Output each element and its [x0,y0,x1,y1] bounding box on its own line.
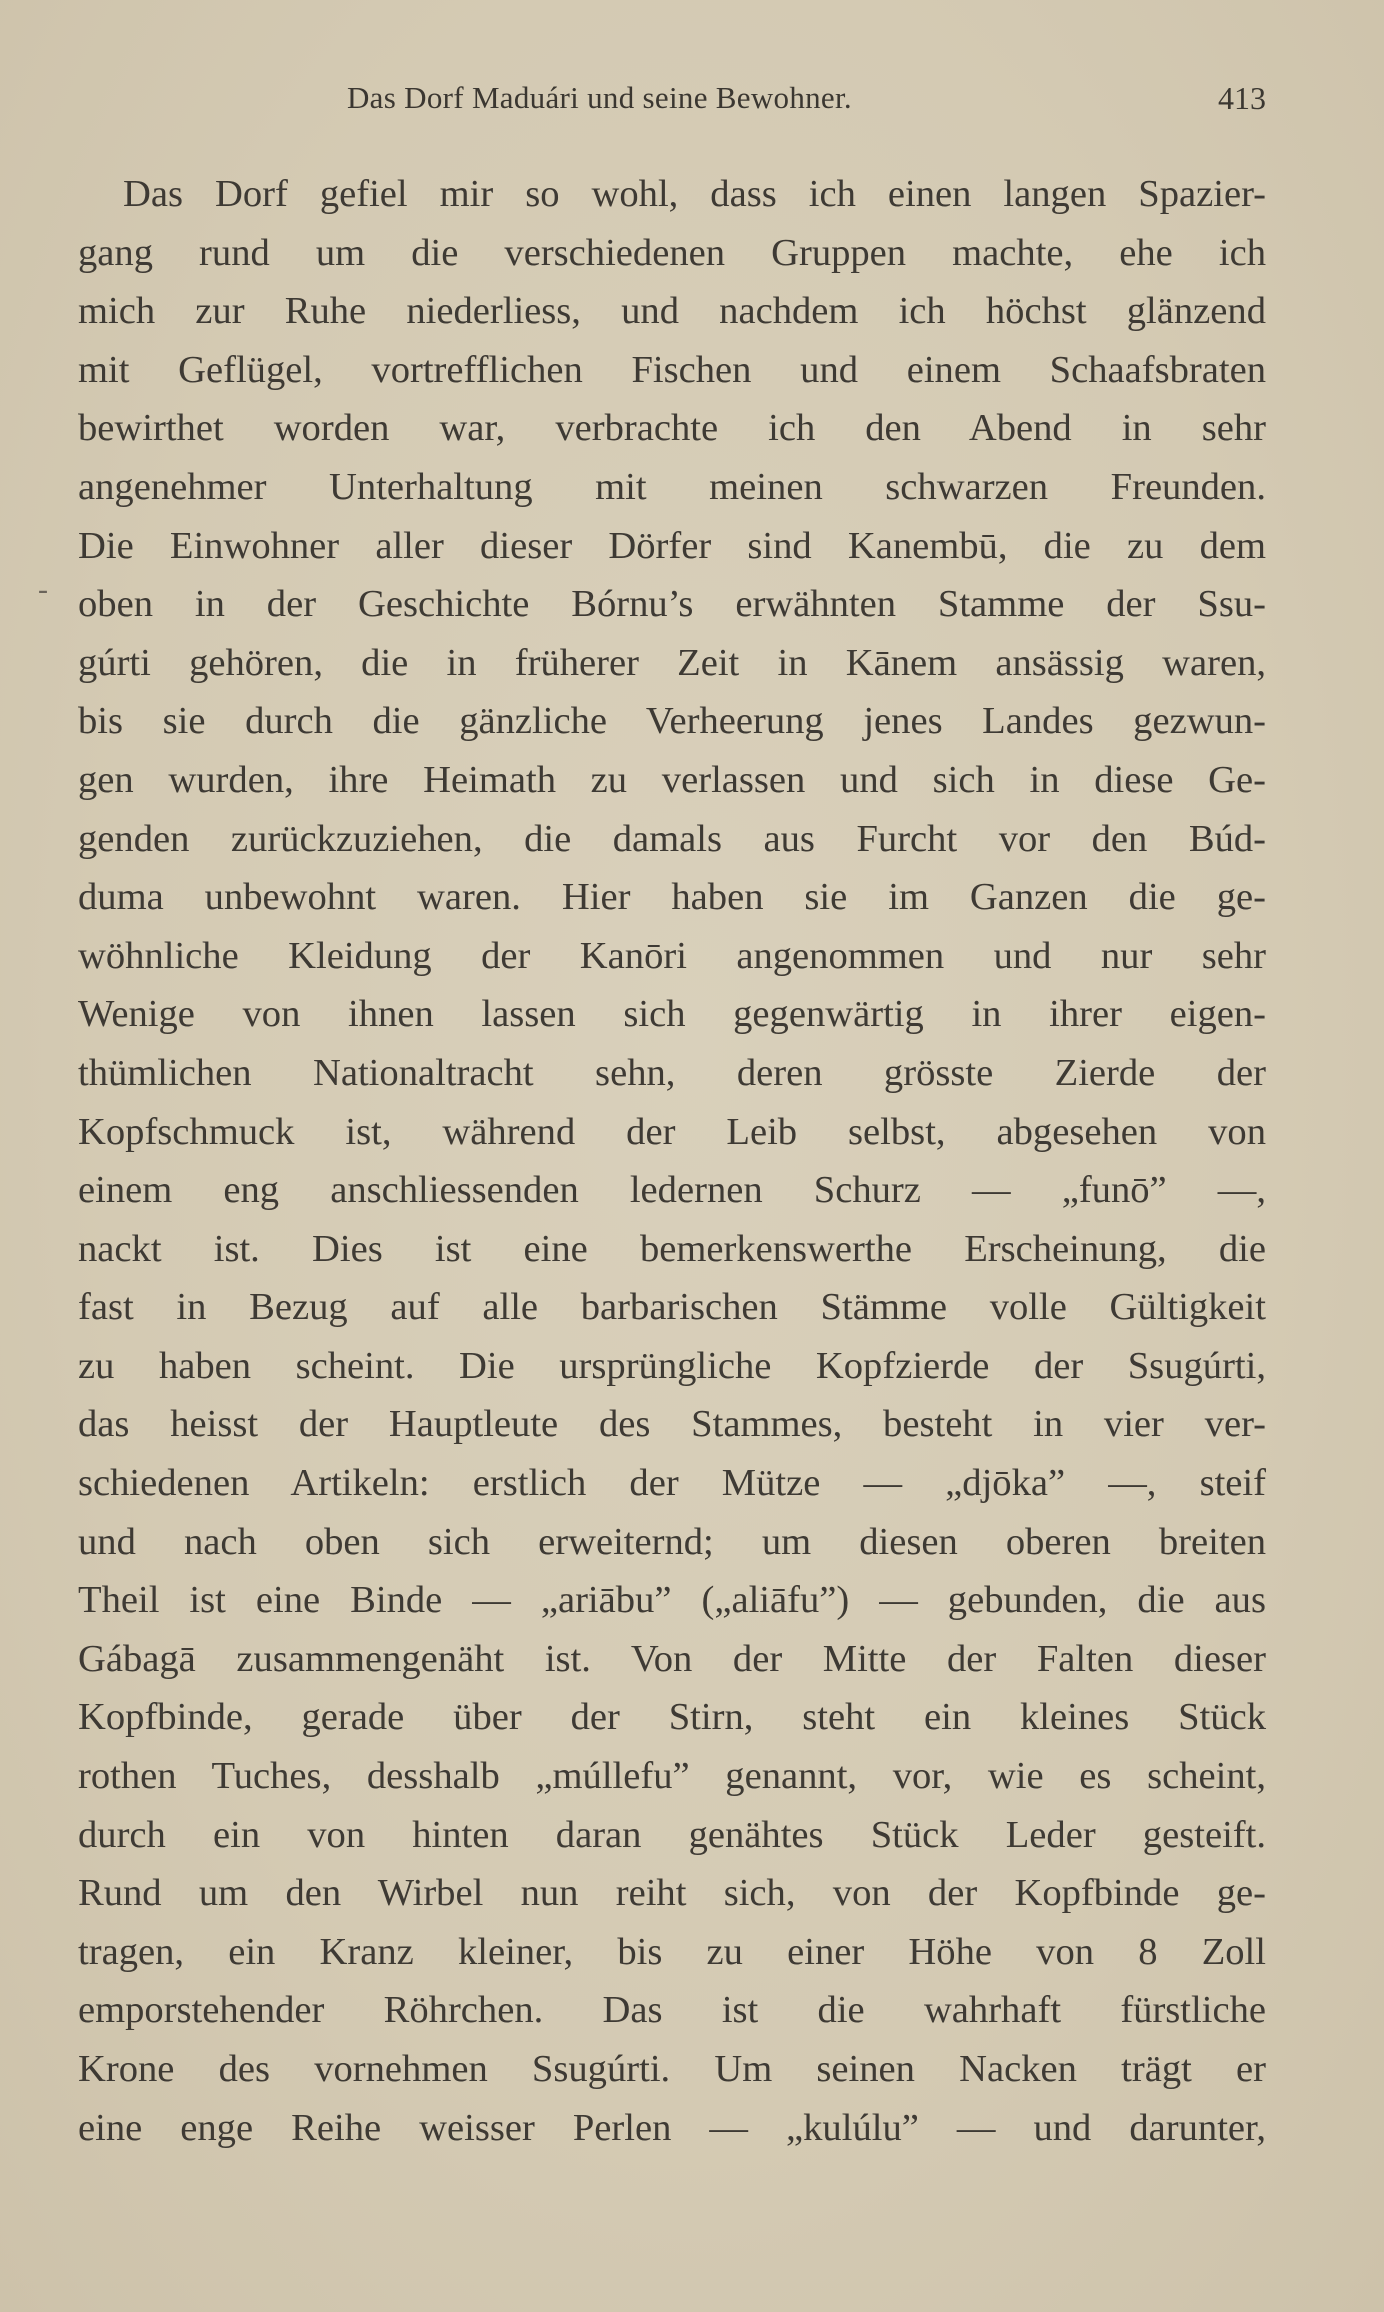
text-line: fast in Bezug auf alle barbarischen Stämme volle Gültigkeit [78,1286,1266,1329]
text-line: eine enge Reihe weisser Perlen — „kulúlu” — und darunter, [78,2106,1266,2149]
text-line: thümlichen Nationaltracht sehn, deren grösste Zierde der [78,1051,1266,1094]
text-line: zu haben scheint. Die ursprüngliche Kopfzierde der Ssugúrti, [78,1344,1266,1387]
text-line: duma unbewohnt waren. Hier haben sie im Ganzen die ge- [78,876,1266,919]
text-line: bis sie durch die gänzliche Verheerung jenes Landes gezwun- [78,700,1266,743]
text-line: gúrti gehören, die in früherer Zeit in Kānem ansässig waren, [78,641,1266,684]
body-text [78,165,1266,2157]
text-line: bewirthet worden war, verbrachte ich den Abend in sehr [78,407,1266,450]
text-line: Das Dorf gefiel mir so wohl, dass ich einen langen Spazier- [123,173,1266,215]
text-line: durch ein von hinten daran genähtes Stück Leder gesteift. [78,1813,1266,1856]
text-line: einem eng anschliessenden ledernen Schurz — „funō” —, [78,1169,1266,1212]
page-header [60,80,1266,130]
text-line: Die Einwohner aller dieser Dörfer sind Kanembū, die zu dem [78,524,1266,567]
text-line: das heisst der Hauptleute des Stammes, besteht in vier ver- [78,1403,1266,1446]
text-line: Wenige von ihnen lassen sich gegenwärtig in ihrer eigen- [78,993,1266,1036]
text-line: schiedenen Artikeln: erstlich der Mütze — „djōka” —, steif [78,1462,1266,1505]
text-line: genden zurückzuziehen, die damals aus Furcht vor den Búd- [78,817,1266,860]
text-line: Krone des vornehmen Ssugúrti. Um seinen Nacken trägt er [78,2048,1266,2090]
text-line: nackt ist. Dies ist eine bemerkenswerthe Erscheinung, die [78,1227,1266,1270]
text-line: gang rund um die verschiedenen Gruppen machte, ehe ich [78,231,1266,274]
text-line: oben in der Geschichte Bórnu’s erwähnten Stamme der Ssu- [78,583,1266,626]
text-line: emporstehender Röhrchen. Das ist die wahrhaft fürstliche [78,1989,1266,2032]
text-line: mit Geflügel, vortrefflichen Fischen und einem Schaafsbraten [78,348,1266,391]
text-line: und nach oben sich erweiternd; um diesen oberen breiten [78,1520,1266,1563]
text-line: Rund um den Wirbel nun reiht sich, von der Kopfbinde ge- [78,1872,1266,1915]
text-line: rothen Tuches, desshalb „múllefu” genannt, vor, wie es scheint, [78,1755,1266,1798]
text-line: tragen, ein Kranz kleiner, bis zu einer Höhe von 8 Zoll [78,1930,1266,1973]
text-line: Kopfbinde, gerade über der Stirn, steht ein kleines Stück [78,1696,1266,1739]
text-line: wöhnliche Kleidung der Kanōri angenommen und nur sehr [78,934,1266,977]
text-line: Theil ist eine Binde — „ariābu” („aliāfu”) — gebunden, die aus [78,1579,1266,1622]
margin-mark: - [38,573,48,606]
text-line: Gábagā zusammengenäht ist. Von der Mitte der Falten dieser [78,1637,1266,1680]
running-title: Das Dorf Maduári und seine Bewohner. [347,80,852,115]
text-line: mich zur Ruhe niederliess, und nachdem ich höchst glänzend [78,290,1266,333]
text-line: gen wurden, ihre Heimath zu verlassen und sich in diese Ge- [78,758,1266,801]
text-line: angenehmer Unterhaltung mit meinen schwarzen Freunden. [78,465,1266,508]
page-number: 413 [1218,80,1266,116]
text-line: Kopfschmuck ist, während der Leib selbst, abgesehen von [78,1110,1266,1153]
